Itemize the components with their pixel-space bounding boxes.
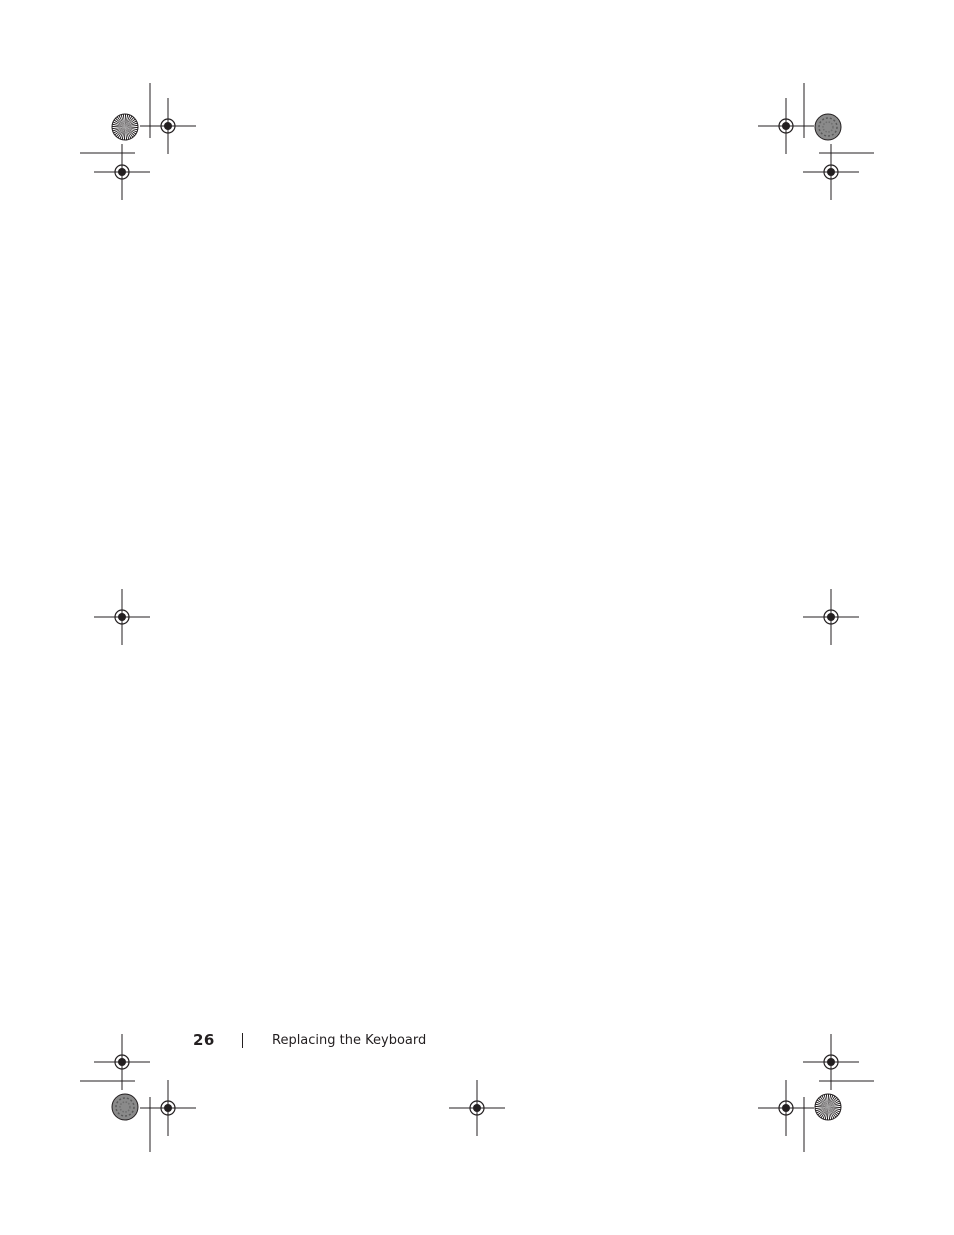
crop-mark-icon	[804, 83, 874, 153]
registration-target-icon	[449, 1080, 505, 1136]
registration-target-icon	[94, 589, 150, 645]
page-number: 26	[193, 1031, 215, 1049]
textured-wheel-icon	[112, 1094, 138, 1120]
registration-target-icon	[758, 1080, 814, 1136]
page-footer	[0, 1029, 954, 1053]
registration-target-icon	[758, 98, 814, 154]
footer-divider	[242, 1033, 243, 1048]
registration-target-icon	[140, 98, 196, 154]
registration-target-icon	[94, 144, 150, 200]
crop-mark-icon	[80, 1081, 150, 1152]
registration-target-icon	[803, 589, 859, 645]
registration-target-icon	[803, 144, 859, 200]
star-wheel-icon	[112, 114, 138, 140]
textured-wheel-icon	[815, 114, 841, 140]
star-wheel-icon	[815, 1094, 841, 1120]
crop-mark-icon	[804, 1081, 874, 1152]
registration-target-icon	[140, 1080, 196, 1136]
section-title: Replacing the Keyboard	[272, 1033, 427, 1048]
